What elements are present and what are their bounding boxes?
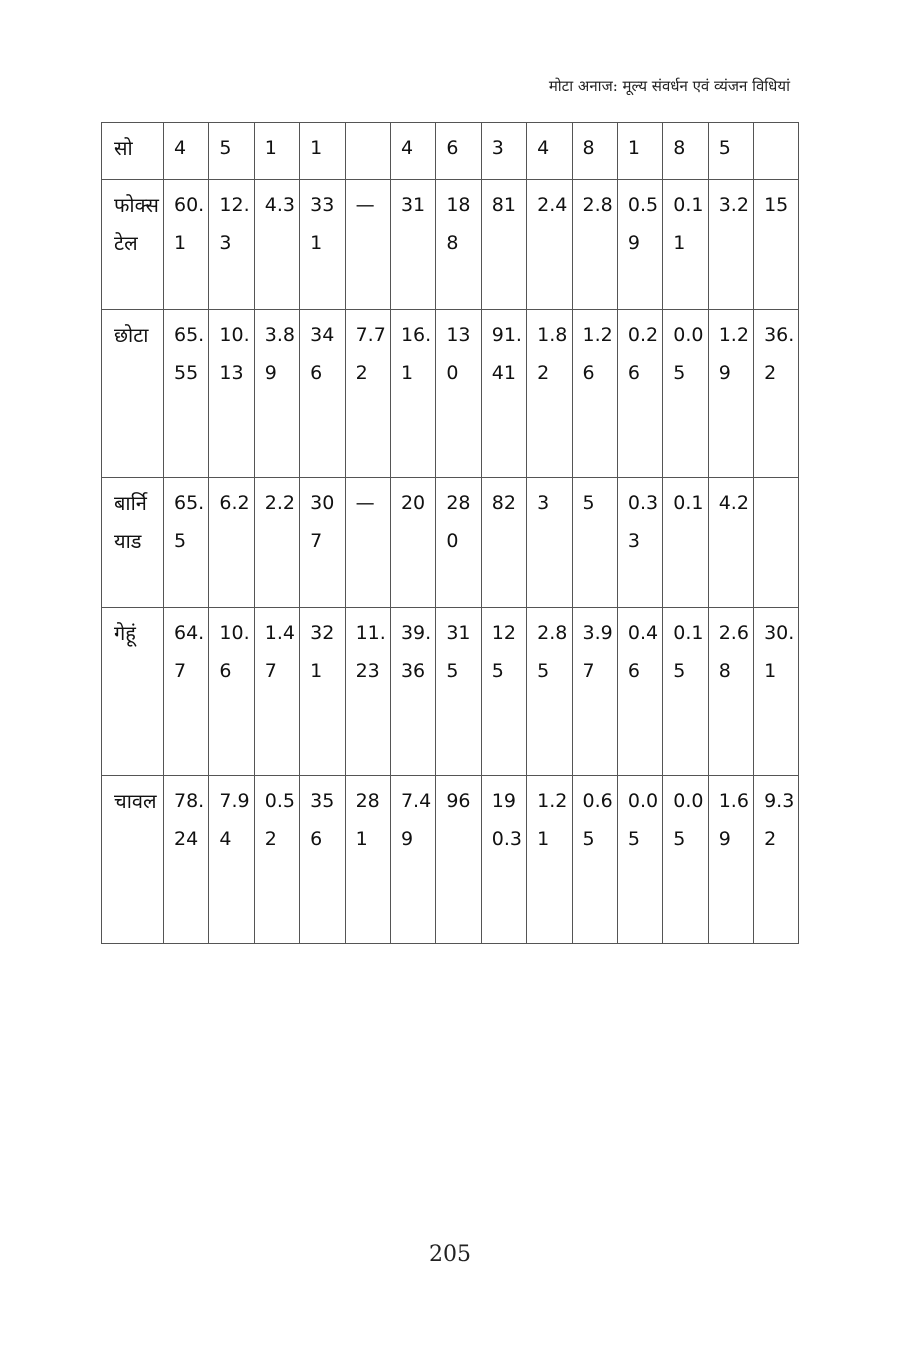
table-cell: 0.65 — [572, 776, 617, 944]
table-cell: 321 — [300, 608, 345, 776]
table-cell: 16.1 — [390, 310, 435, 478]
table-cell: 1.29 — [708, 310, 753, 478]
page-number: 205 — [429, 1242, 471, 1267]
table-cell: 4.2 — [708, 478, 753, 608]
table-cell — [754, 478, 799, 608]
table-row — [102, 776, 799, 944]
table-cell: 4 — [164, 123, 209, 180]
table-row — [102, 123, 799, 180]
table-cell: 0.1 — [663, 478, 708, 608]
table-cell: 1 — [254, 123, 299, 180]
table-cell: 0.05 — [617, 776, 662, 944]
table-cell: 125 — [481, 608, 526, 776]
row-label: बार्नियाड — [102, 478, 164, 608]
table-cell: 331 — [300, 180, 345, 310]
table-cell: 4 — [527, 123, 572, 180]
table-cell: 64.7 — [164, 608, 209, 776]
table-cell: 2.2 — [254, 478, 299, 608]
table-cell: 188 — [436, 180, 481, 310]
table-cell: 2.68 — [708, 608, 753, 776]
table-cell: 82 — [481, 478, 526, 608]
table-cell: 8 — [572, 123, 617, 180]
table-cell: 31 — [390, 180, 435, 310]
table-cell: 0.15 — [663, 608, 708, 776]
nutrition-table — [101, 122, 799, 944]
table-cell — [754, 123, 799, 180]
table-cell: 307 — [300, 478, 345, 608]
table-cell: 12.3 — [209, 180, 254, 310]
table-cell: 281 — [345, 776, 390, 944]
table-cell: 3.89 — [254, 310, 299, 478]
table-cell: 3.2 — [708, 180, 753, 310]
table-cell: 7.72 — [345, 310, 390, 478]
table-cell: 0.26 — [617, 310, 662, 478]
row-label: गेहूं — [102, 608, 164, 776]
row-label: छोटा — [102, 310, 164, 478]
table-cell: 6.2 — [209, 478, 254, 608]
table-cell: 1.21 — [527, 776, 572, 944]
table-cell: 0.05 — [663, 776, 708, 944]
table-cell: 20 — [390, 478, 435, 608]
table-body — [102, 123, 799, 944]
table-cell: 96 — [436, 776, 481, 944]
table-cell: 5 — [209, 123, 254, 180]
table-row — [102, 478, 799, 608]
table-cell: 1.82 — [527, 310, 572, 478]
table-cell: 1.69 — [708, 776, 753, 944]
table-cell: 5 — [708, 123, 753, 180]
table-cell: 280 — [436, 478, 481, 608]
table-cell: 0.52 — [254, 776, 299, 944]
table-cell: 6 — [436, 123, 481, 180]
table-cell — [345, 123, 390, 180]
table-cell: 15 — [754, 180, 799, 310]
table-cell: 10.6 — [209, 608, 254, 776]
row-label: सो — [102, 123, 164, 180]
table-cell: 0.11 — [663, 180, 708, 310]
table-cell: 81 — [481, 180, 526, 310]
table-cell: 5 — [572, 478, 617, 608]
table-cell: 36.2 — [754, 310, 799, 478]
table-cell: 91.41 — [481, 310, 526, 478]
table-cell: 4.3 — [254, 180, 299, 310]
table-cell: 4 — [390, 123, 435, 180]
table-cell: 7.49 — [390, 776, 435, 944]
table-cell: 3.97 — [572, 608, 617, 776]
table-cell: 0.46 — [617, 608, 662, 776]
table-cell: — — [345, 180, 390, 310]
table-cell: 3 — [481, 123, 526, 180]
table-cell: 7.94 — [209, 776, 254, 944]
table-cell: 60.1 — [164, 180, 209, 310]
table-cell: 2.8 — [572, 180, 617, 310]
table-cell: 0.59 — [617, 180, 662, 310]
table-cell: 10.13 — [209, 310, 254, 478]
table-cell: — — [345, 478, 390, 608]
table-cell: 1 — [300, 123, 345, 180]
table-cell: 39.36 — [390, 608, 435, 776]
table-row — [102, 608, 799, 776]
table-cell: 65.5 — [164, 478, 209, 608]
table-cell: 130 — [436, 310, 481, 478]
table-row — [102, 180, 799, 310]
row-label: फोक्सटेल — [102, 180, 164, 310]
table-cell: 30.1 — [754, 608, 799, 776]
table-cell: 1 — [617, 123, 662, 180]
table-cell: 11.23 — [345, 608, 390, 776]
table-row — [102, 310, 799, 478]
table-cell: 315 — [436, 608, 481, 776]
table-cell: 65.55 — [164, 310, 209, 478]
table-cell: 190.3 — [481, 776, 526, 944]
table-cell: 0.05 — [663, 310, 708, 478]
table-cell: 78.24 — [164, 776, 209, 944]
table-cell: 1.47 — [254, 608, 299, 776]
table-cell: 1.26 — [572, 310, 617, 478]
table-cell: 2.4 — [527, 180, 572, 310]
table-cell: 2.85 — [527, 608, 572, 776]
table-cell: 8 — [663, 123, 708, 180]
table-cell: 3 — [527, 478, 572, 608]
table-cell: 0.33 — [617, 478, 662, 608]
running-header: मोटा अनाज: मूल्य संवर्धन एवं व्यंजन विधियां — [548, 77, 790, 95]
table-cell: 346 — [300, 310, 345, 478]
row-label: चावल — [102, 776, 164, 944]
table-cell: 356 — [300, 776, 345, 944]
table-cell: 9.32 — [754, 776, 799, 944]
